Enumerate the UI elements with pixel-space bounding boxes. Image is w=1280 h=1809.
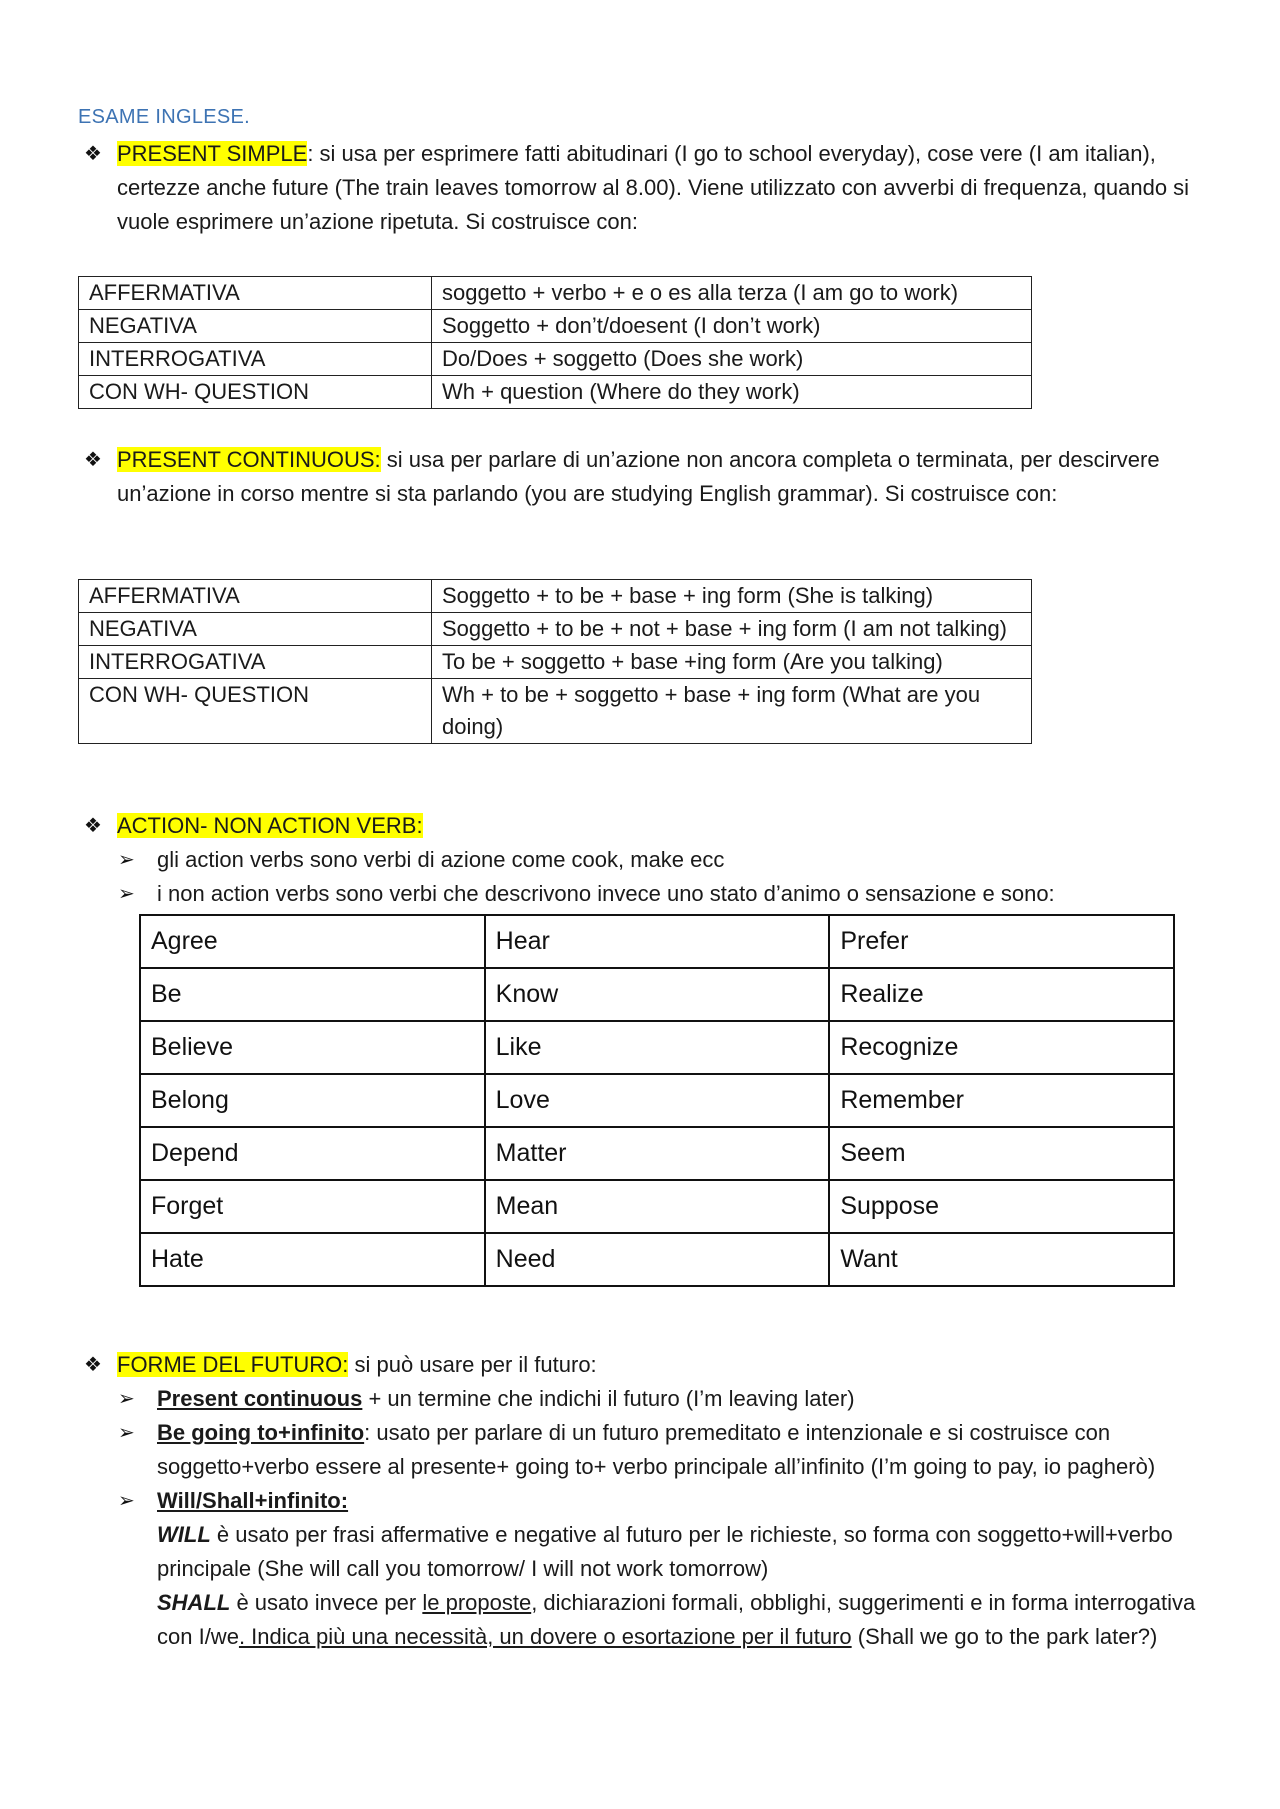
table-row — [79, 343, 1032, 376]
present-simple-text: : si usa per esprimere fatti abitudinari (I go to school everyday), cose vere (I am italian), certezze anche future (The train leaves tomorrow al 8.00). Viene utilizzato con avverbi di frequenza, quando si vuole esprimere un’azione ripetuta. Si costruisce con: — [117, 141, 1190, 234]
form-label: INTERROGATIVA — [79, 343, 432, 376]
verb-cell: Prefer — [829, 915, 1174, 968]
table-row — [79, 646, 1032, 679]
form-label: AFFERMATIVA — [79, 277, 432, 310]
verb-cell: Want — [829, 1233, 1174, 1286]
form-label: CON WH- QUESTION — [79, 679, 432, 744]
form-label: NEGATIVA — [79, 310, 432, 343]
table-row — [79, 580, 1032, 613]
form-label: AFFERMATIVA — [79, 580, 432, 613]
verb-cell: Know — [485, 968, 830, 1021]
futuro-text: si può usare per il futuro: — [348, 1352, 597, 1377]
verb-cell: Realize — [829, 968, 1174, 1021]
present-simple-table — [78, 276, 1032, 409]
list-item: ➢ Be going to+infinito: usato per parlare di un futuro premeditato e intenzionale e si costruisce con soggetto+verbo essere al presente+ going to+ verbo principale all’infinito (I’m going to pay, io pagherò) — [118, 1416, 1198, 1484]
form-rule: Wh + question (Where do they work) — [432, 376, 1032, 409]
present-continuous-heading: PRESENT CONTINUOUS: — [117, 447, 381, 472]
table-row — [79, 376, 1032, 409]
form-label: CON WH- QUESTION — [79, 376, 432, 409]
document-title: ESAME INGLESE. — [78, 106, 251, 128]
action-verbs-heading: ACTION- NON ACTION VERB: — [117, 813, 423, 838]
table-row — [140, 1127, 1174, 1180]
section-futuro — [78, 1348, 1198, 1382]
form-rule: Soggetto + to be + base + ing form (She is talking) — [432, 580, 1032, 613]
section-action-verbs — [78, 809, 1198, 843]
futuro-list — [118, 1382, 1198, 1654]
will-label: WILL — [157, 1522, 211, 1547]
verb-cell: Be — [140, 968, 485, 1021]
form-rule: Do/Does + soggetto (Does she work) — [432, 343, 1032, 376]
table-row — [79, 277, 1032, 310]
form-rule: soggetto + verbo + e o es alla terza (I am go to work) — [432, 277, 1032, 310]
form-label: NEGATIVA — [79, 613, 432, 646]
verb-cell: Need — [485, 1233, 830, 1286]
present-continuous-table — [78, 579, 1032, 744]
verb-cell: Love — [485, 1074, 830, 1127]
list-item: ➢ Present continuous + un termine che indichi il futuro (I’m leaving later) — [118, 1382, 1198, 1416]
shall-label: SHALL — [157, 1590, 231, 1615]
list-item: ➢ i non action verbs sono verbi che descrivono invece uno stato d’animo o sensazione e sono: — [118, 877, 1198, 911]
arrow-bullet-icon: ➢ — [118, 1422, 135, 1444]
verb-cell: Mean — [485, 1180, 830, 1233]
arrow-bullet-icon: ➢ — [118, 849, 135, 871]
form-rule: Wh + to be + soggetto + base + ing form (What are you doing) — [432, 679, 1032, 744]
table-row — [140, 1233, 1174, 1286]
verb-cell: Agree — [140, 915, 485, 968]
verb-cell: Seem — [829, 1127, 1174, 1180]
diamond-bullet-icon: ❖ — [84, 1354, 102, 1376]
diamond-bullet-icon: ❖ — [84, 143, 102, 165]
section-present-simple — [78, 137, 1198, 239]
section-present-continuous — [78, 443, 1198, 511]
form-rule: To be + soggetto + base +ing form (Are you talking) — [432, 646, 1032, 679]
present-simple-heading: PRESENT SIMPLE — [117, 141, 308, 166]
arrow-bullet-icon: ➢ — [118, 1388, 135, 1410]
form-rule: Soggetto + to be + not + base + ing form (I am not talking) — [432, 613, 1032, 646]
present-continuous-text: si usa per parlare di un’azione non ancora completa o terminata, per descirvere un’azione in corso mentre si sta parlando (you are studying English grammar). Si costruisce con: — [117, 447, 1160, 506]
table-row — [79, 613, 1032, 646]
verb-cell: Suppose — [829, 1180, 1174, 1233]
verb-cell: Depend — [140, 1127, 485, 1180]
diamond-bullet-icon: ❖ — [84, 449, 102, 471]
verb-cell: Hear — [485, 915, 830, 968]
verb-cell: Forget — [140, 1180, 485, 1233]
verb-cell: Remember — [829, 1074, 1174, 1127]
futuro-heading: FORME DEL FUTURO: — [117, 1352, 349, 1377]
non-action-verbs-table — [139, 914, 1175, 1287]
verb-cell: Like — [485, 1021, 830, 1074]
verb-cell: Hate — [140, 1233, 485, 1286]
table-row — [140, 1180, 1174, 1233]
verb-cell: Belong — [140, 1074, 485, 1127]
table-row — [140, 1074, 1174, 1127]
verb-cell: Believe — [140, 1021, 485, 1074]
list-item: ➢ gli action verbs sono verbi di azione come cook, make ecc — [118, 843, 1198, 877]
diamond-bullet-icon: ❖ — [84, 815, 102, 837]
list-item: ➢ Will/Shall+infinito: WILL è usato per frasi affermative e negative al futuro per le richieste, so forma con soggetto+will+verbo principale (She will call you tomorrow/ I will not work tomorrow) SHALL è usato invece per le proposte, dichiarazioni formali, obblighi, suggerimenti e in forma interrogativa con I/we. Indica più una necessità, un dovere o esortazione per il futuro (Shall we go to the park later?) — [118, 1484, 1198, 1654]
form-rule: Soggetto + don’t/doesent (I don’t work) — [432, 310, 1032, 343]
table-row — [79, 679, 1032, 744]
table-row — [140, 915, 1174, 968]
arrow-bullet-icon: ➢ — [118, 883, 135, 905]
action-verbs-list — [118, 843, 1198, 911]
present-continuous-label: Present continuous — [157, 1386, 363, 1411]
table-row — [79, 310, 1032, 343]
arrow-bullet-icon: ➢ — [118, 1490, 135, 1512]
table-row — [140, 968, 1174, 1021]
table-row — [140, 1021, 1174, 1074]
verb-cell: Recognize — [829, 1021, 1174, 1074]
verb-cell: Matter — [485, 1127, 830, 1180]
will-shall-label: Will/Shall+infinito: — [157, 1488, 349, 1513]
be-going-to-label: Be going to+infinito — [157, 1420, 365, 1445]
form-label: INTERROGATIVA — [79, 646, 432, 679]
